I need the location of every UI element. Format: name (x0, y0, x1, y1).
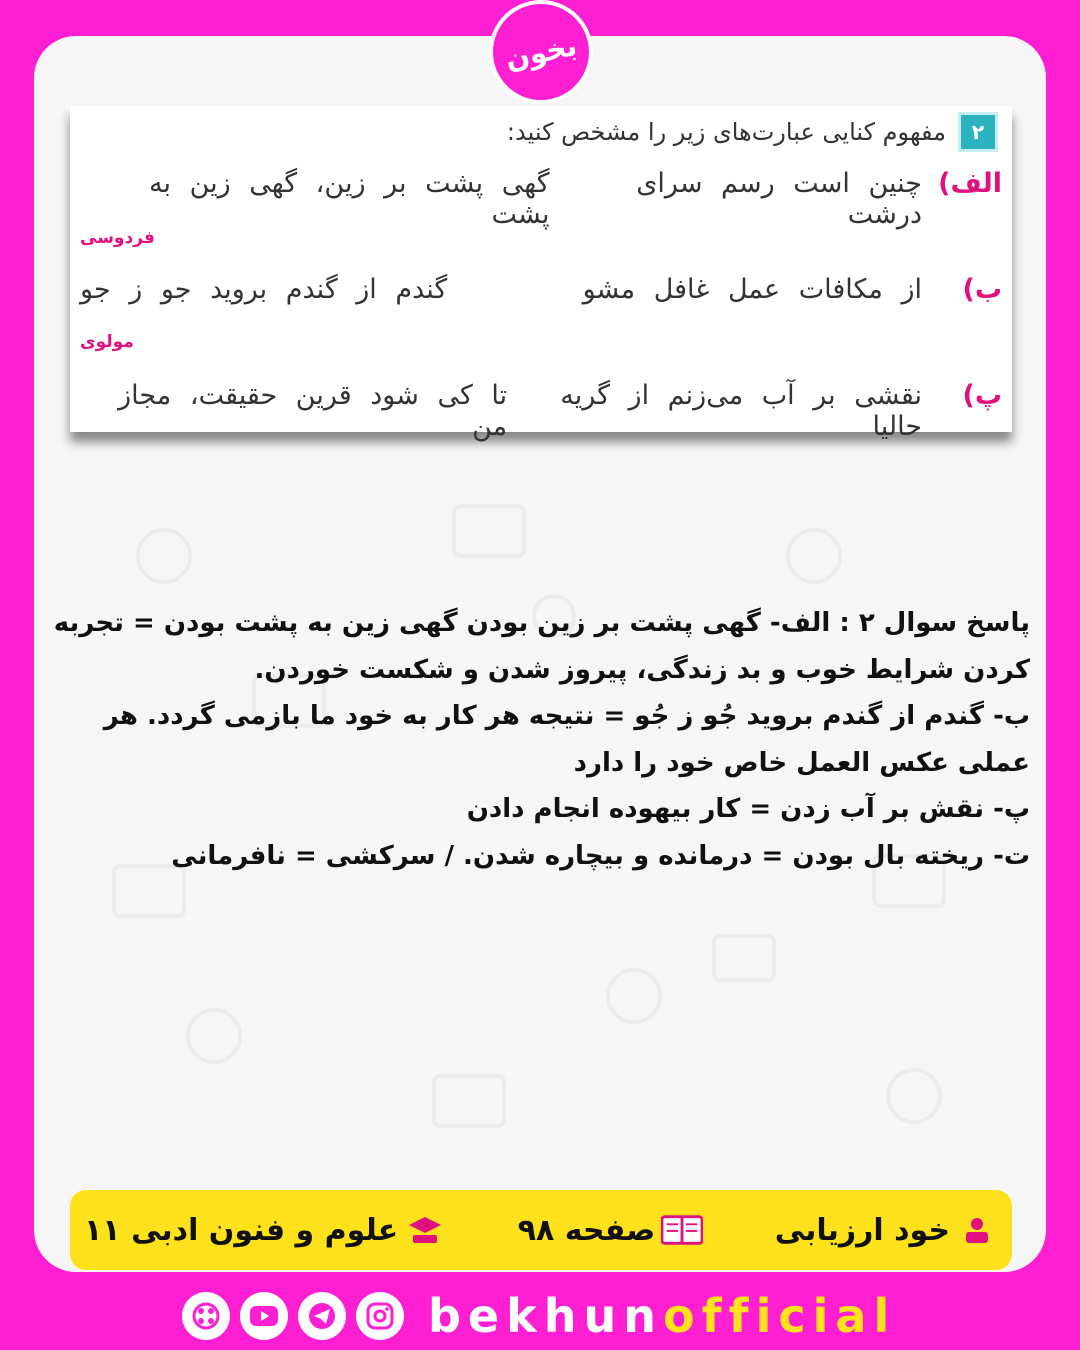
verse-row (80, 274, 922, 305)
graduation-cap-icon (404, 1213, 446, 1247)
telegram-icon[interactable] (298, 1292, 346, 1340)
teacher-icon (956, 1213, 998, 1247)
section-label: خود ارزیابی (774, 1212, 950, 1248)
poet-name: مولوی (80, 332, 134, 352)
answer-line: پاسخ سوال ۲ : الف- گهی پشت بر زین بودن گهی زین به پشت بودن = تجربه کردن شرایط خوب و بد زندگی، پیروز شدن و شکست خوردن. (53, 608, 1030, 685)
subject-label: علوم و فنون ادبی ۱۱ (84, 1212, 399, 1248)
question-number: ۲ (958, 112, 998, 152)
verse-label: ب) (962, 274, 1002, 305)
verse-left-hemistich: گندم از گندم بروید جو ز جو (80, 274, 448, 305)
book-icon (661, 1213, 703, 1247)
subject-info (84, 1213, 446, 1248)
aparat-icon[interactable] (182, 1292, 230, 1340)
poet-name: فردوسی (80, 228, 155, 248)
verse-label: الف) (938, 168, 1002, 199)
verse-row (80, 168, 922, 230)
footer-social (182, 1288, 896, 1344)
verse-label: پ) (962, 380, 1002, 411)
verse-right-hemistich: چنین است رسم سرای درشت (636, 168, 922, 230)
answer-text (50, 600, 1030, 879)
info-bar (70, 1190, 1012, 1270)
logo-badge (493, 4, 589, 100)
youtube-icon[interactable] (240, 1292, 288, 1340)
brand-part-2: official (662, 1289, 897, 1343)
verse-row (80, 380, 922, 442)
page-info (518, 1213, 703, 1248)
answer-line: ب- گندم از گندم بروید جُو ز جُو = نتیجه هر کار به خود ما بازمی گردد. هر عملی عکس العمل خاص خود را دارد (103, 701, 1030, 778)
brand-handle[interactable] (428, 1289, 896, 1343)
question-header (507, 112, 998, 152)
instagram-icon[interactable] (356, 1292, 404, 1340)
section-info (775, 1213, 998, 1248)
logo-text: بخون (502, 28, 580, 76)
verse-left-hemistich: تا کی شود قرین حقیقت، مجاز من (118, 380, 508, 442)
verse-left-hemistich: گهی پشت بر زین، گهی زین به پشت (149, 168, 550, 230)
verse-right-hemistich: از مکافات عمل غافل مشو (582, 274, 922, 305)
logo[interactable] (481, 2, 601, 102)
verse-right-hemistich: نقشی بر آب می‌زنم از گریه حالیا (560, 380, 922, 442)
brand-part-1: bekhun (428, 1289, 663, 1343)
question-title: مفهوم کنایی عبارت‌های زیر را مشخص کنید: (506, 118, 946, 146)
page-label: صفحه ۹۸ (517, 1212, 656, 1248)
answer-line: ت- ریخته بال بودن = درمانده و بیچاره شدن. / سرکشی = نافرمانی (171, 840, 1030, 871)
answer-line: پ- نقش بر آب زدن = کار بیهوده انجام دادن (466, 794, 1030, 824)
textbook-question-scan (70, 106, 1012, 442)
